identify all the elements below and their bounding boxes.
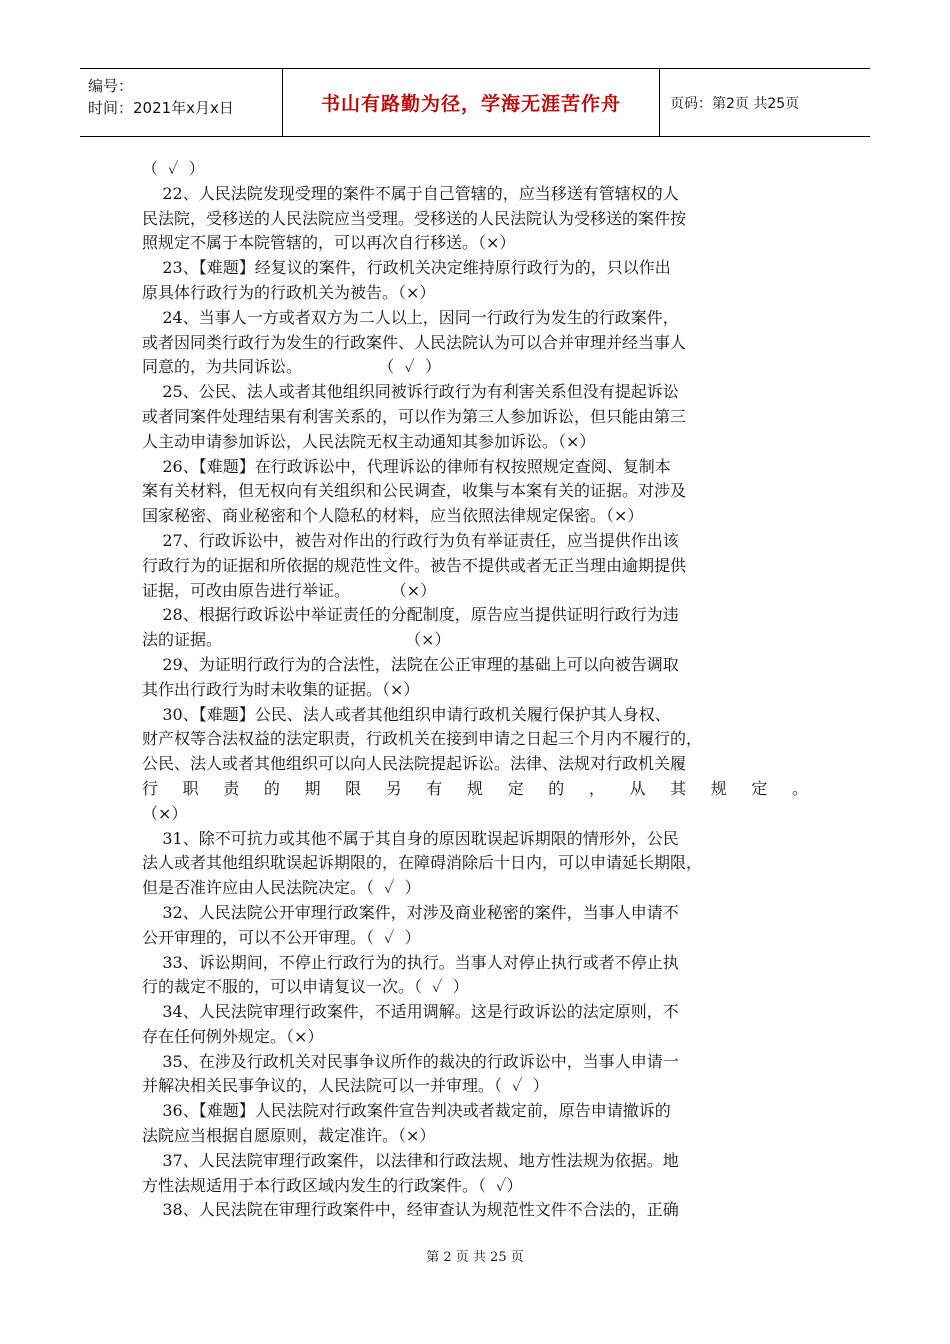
text-line: 38、人民法院在审理行政案件中，经审查认为规范性文件不合法的，正确 xyxy=(142,1200,679,1220)
text-line: 25、公民、法人或者其他组织同被诉行政行为有利害关系但没有提起诉讼 xyxy=(142,382,679,402)
text-line: 22、人民法院发现受理的案件不属于自己管辖的，应当移送有管辖权的人 xyxy=(142,183,679,203)
header-motto: 书山有路勤为径，学海无涯苦作舟 xyxy=(283,69,660,136)
text-line: （ ✓ ） xyxy=(142,159,205,178)
text-line: 26、【难题】在行政诉讼中，代理诉讼的律师有权按照规定查阅、复制本 xyxy=(142,456,671,476)
text-line: 24、当事人一方或者双方为二人以上，因同一行政行为发生的行政案件， xyxy=(142,307,679,327)
text-line: 36、【难题】人民法院对行政案件宣告判决或者裁定前，原告申请撤诉的 xyxy=(142,1101,671,1121)
number-label: 编号： xyxy=(88,77,134,95)
text-line: 28、根据行政诉讼中举证责任的分配制度，原告应当提供证明行政行为违 xyxy=(142,605,679,625)
text-line: 行职责的期限另有规定的，从其规定。 xyxy=(142,778,808,798)
text-line: 同意的，为共同诉讼。 （ ✓ ） xyxy=(142,357,441,377)
header-meta xyxy=(80,69,283,136)
text-line: 方性法规适用于本行政区域内发生的行政案件。（ ✓） xyxy=(142,1175,523,1195)
text-line: 27、行政诉讼中，被告对作出的行政行为负有举证责任，应当提供作出该 xyxy=(142,530,679,550)
text-line: 行的裁定不服的，可以申请复议一次。（ ✓ ） xyxy=(142,977,469,997)
text-line: 人主动申请参加诉讼，人民法院无权主动通知其参加诉讼。（×） xyxy=(142,431,596,451)
text-line: 34、人民法院审理行政案件，不适用调解。这是行政诉讼的法定原则，不 xyxy=(142,1002,679,1022)
text-line: 原具体行政行为的行政机关为被告。（×） xyxy=(142,282,436,302)
header-page-label: 页码：第2页 共25页 xyxy=(670,95,800,112)
text-line: （×） xyxy=(142,803,188,823)
text-line: 照规定不属于本院管辖的，可以再次自行移送。（×） xyxy=(142,233,516,253)
text-line: 存在任何例外规定。（×） xyxy=(142,1026,324,1046)
date-label: 时间：2021年x月x日 xyxy=(88,99,234,117)
text-line: 国家秘密、商业秘密和个人隐私的材料，应当依照法律规定保密。（×） xyxy=(142,506,644,526)
text-line: 30、【难题】公民、法人或者其他组织申请行政机关履行保护其人身权、 xyxy=(142,704,671,724)
page-footer: 第 2 页 共 25 页 xyxy=(426,1250,524,1265)
text-line: 35、在涉及行政机关对民事争议所作的裁决的行政诉讼中，当事人申请一 xyxy=(142,1051,679,1071)
text-line: 29、为证明行政行为的合法性，法院在公正审理的基础上可以向被告调取 xyxy=(142,654,679,674)
document-body xyxy=(142,157,808,1223)
text-line: 32、人民法院公开审理行政案件，对涉及商业秘密的案件，当事人申请不 xyxy=(142,902,679,922)
text-line: 财产权等合法权益的法定职责，行政机关在接到申请之日起三个月内不履行的， xyxy=(142,729,703,749)
text-line: 法人或者其他组织耽误起诉期限的，在障碍消除后十日内，可以申请延长期限， xyxy=(142,853,703,873)
text-line: 民法院，受移送的人民法院应当受理。受移送的人民法院认为受移送的案件按 xyxy=(142,208,687,228)
text-line: 或者因同类行政行为发生的行政案件、人民法院认为可以合并审理并经当事人 xyxy=(142,332,687,352)
text-line: 23、【难题】经复议的案件，行政机关决定维持原行政行为的，只以作出 xyxy=(142,258,671,278)
text-line: 或者同案件处理结果有利害关系的，可以作为第三人参加诉讼，但只能由第三 xyxy=(142,406,687,426)
text-line: 其作出行政行为时未收集的证据。（×） xyxy=(142,679,420,699)
text-line: 31、除不可抗力或其他不属于其自身的原因耽误起诉期限的情形外，公民 xyxy=(142,828,679,848)
text-line: 证据，可改由原告进行举证。 （×） xyxy=(142,580,437,600)
text-line: 并解决相关民事争议的，人民法院可以一并审理。（ ✓ ） xyxy=(142,1076,549,1096)
text-line: 但是否准许应由人民法院决定。（ ✓ ） xyxy=(142,878,421,898)
text-line: 33、诉讼期间，不停止行政行为的执行。当事人对停止执行或者不停止执 xyxy=(142,952,679,972)
text-line: 行政行为的证据和所依据的规范性文件。被告不提供或者无正当理由逾期提供 xyxy=(142,555,687,575)
text-line: 法的证据。 （×） xyxy=(142,630,451,650)
text-line: 案有关材料，但无权向有关组织和公民调查，收集与本案有关的证据。对涉及 xyxy=(142,481,687,501)
text-line: 公开审理的，可以不公开审理。（ ✓ ） xyxy=(142,927,421,947)
text-line: 37、人民法院审理行政案件，以法律和行政法规、地方性法规为依据。地 xyxy=(142,1150,679,1170)
page-header xyxy=(80,68,870,137)
text-line: 法院应当根据自愿原则，裁定准许。（×） xyxy=(142,1126,436,1146)
text-line: 公民、法人或者其他组织可以向人民法院提起诉讼。法律、法规对行政机关履 xyxy=(142,754,687,774)
